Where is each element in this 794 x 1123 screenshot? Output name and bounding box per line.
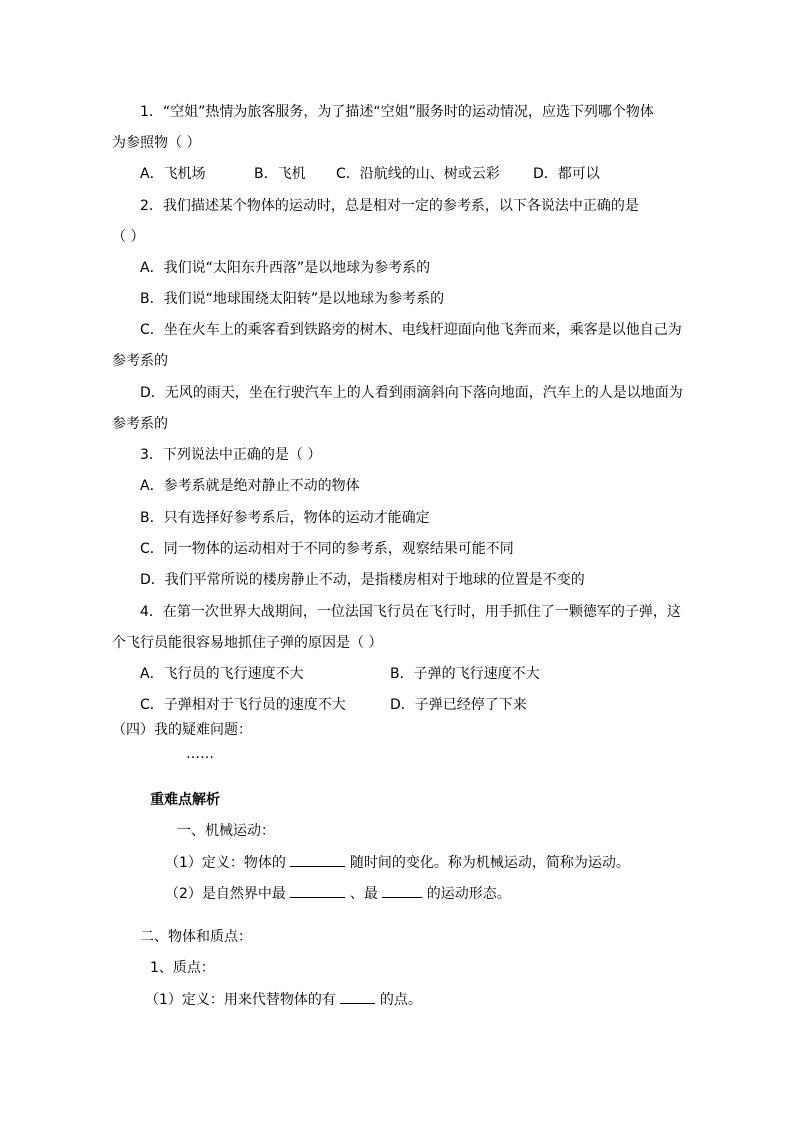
q3-stem: 3．下列说法中正确的是（ ） (140, 447, 322, 463)
q3-option-a: A．参考系就是绝对静止不动的物体 (140, 478, 360, 494)
section1-item1-prefix: （1）定义：物体的 (165, 855, 286, 871)
q4-option-d: D．子弹已经停了下来 (390, 697, 527, 713)
section1-item2-mid: 、最 (349, 886, 378, 902)
q4-option-b: B．子弹的飞行速度不大 (390, 666, 540, 682)
blank-2[interactable] (290, 883, 345, 898)
section1-title: 一、机械运动： (177, 823, 275, 839)
q4-option-c: C．子弹相对于飞行员的速度不大 (140, 697, 346, 713)
q1-stem-line1: 1．“空姐”热情为旅客服务，为了描述“空姐”服务时的运动情况，应选下列哪个物体 (140, 104, 654, 120)
blank-1[interactable] (290, 852, 345, 867)
q2-option-c-line2: 参考系的 (112, 353, 168, 369)
section2-item1-suffix: 的点。 (379, 992, 422, 1008)
section2-item1 (145, 989, 422, 1010)
q2-option-a: A．我们说“太阳东升西落”是以地球为参考系的 (140, 260, 431, 276)
q2-stem-line2: （ ） (112, 229, 145, 245)
q4-stem-line2: 个飞行员能很容易地抓住子弹的原因是（ ） (112, 635, 383, 651)
q2-option-b: B．我们说“地球围绕太阳转”是以地球为参考系的 (140, 291, 445, 307)
q1-option-d: D．都可以 (533, 166, 600, 182)
q4-option-a: A．飞行员的飞行速度不大 (140, 666, 304, 682)
q4-stem-line1: 4．在第一次世界大战期间，一位法国飞行员在飞行时，用手抓住了一颗德军的子弹，这 (140, 604, 681, 620)
section2-item1-prefix: （1）定义：用来代替物体的有 (145, 992, 336, 1008)
q3-option-d: D．我们平常所说的楼房静止不动，是指楼房相对于地球的位置是不变的 (140, 572, 585, 588)
q2-option-d-line2: 参考系的 (112, 416, 168, 432)
section1-item2 (165, 883, 511, 904)
q3-option-b: B．只有选择好参考系后，物体的运动才能确定 (140, 510, 430, 526)
blank-4[interactable] (340, 989, 375, 1004)
q3-option-c: C．同一物体的运动相对于不同的参考系，观察结果可能不同 (140, 541, 514, 557)
q2-option-c-line1: C．坐在火车上的乘客看到铁路旁的树木、电线杆迎面向他飞奔而来，乘客是以他自己为 (140, 322, 682, 338)
q1-option-c: C．沿航线的山、树或云彩 (336, 166, 500, 182)
section1-item2-suffix: 的运动形态。 (426, 886, 511, 902)
q1-stem-line2: 为参照物（ ） (112, 135, 201, 151)
blank-3[interactable] (382, 883, 422, 898)
doubts-heading: （四）我的疑难问题： (112, 722, 252, 738)
q1-option-a: A．飞机场 (140, 166, 206, 182)
section1-item2-prefix: （2）是自然界中最 (165, 886, 286, 902)
section1-item1 (165, 852, 630, 873)
q2-stem-line1: 2．我们描述某个物体的运动时，总是相对一定的参考系，以下各说法中正确的是 (140, 198, 639, 214)
doubts-ellipsis: …… (186, 746, 214, 762)
section2-title: 二、物体和质点： (140, 929, 252, 945)
section2-subtitle: 1、质点： (150, 960, 215, 976)
analysis-heading: 重难点解析 (150, 792, 220, 808)
q2-option-d-line1: D．无风的雨天，坐在行驶汽车上的人看到雨滴斜向下落向地面，汽车上的人是以地面为 (140, 385, 683, 401)
q1-option-b: B．飞机 (254, 166, 306, 182)
section1-item1-suffix: 随时间的变化。称为机械运动，简称为运动。 (349, 855, 630, 871)
